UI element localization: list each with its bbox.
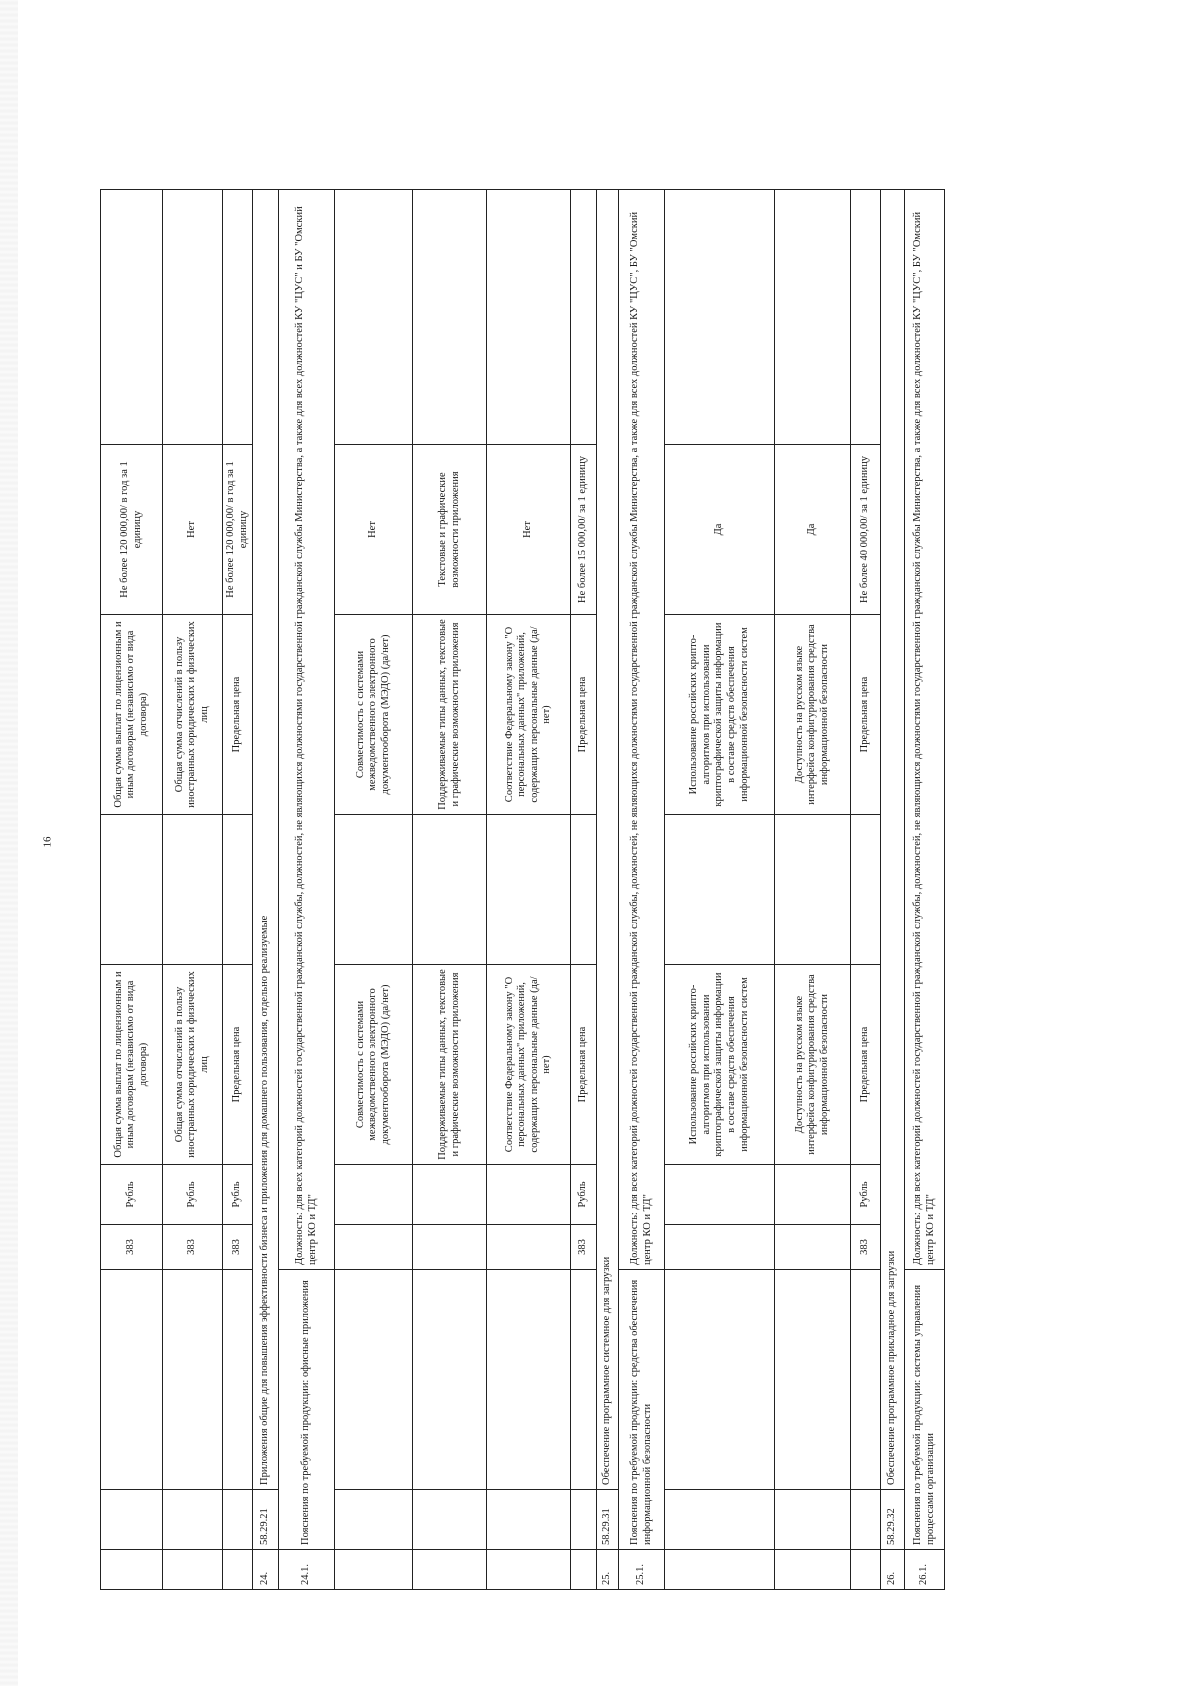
unit-code	[487, 1225, 571, 1270]
okpd-code	[851, 1490, 881, 1550]
table-row	[851, 190, 881, 1590]
explanation	[101, 1270, 163, 1490]
row-number: 24.	[253, 1550, 279, 1590]
row-number: 25.1.	[619, 1550, 665, 1590]
value-approved: Не более 120 000,00/ в год за 1 единицу	[223, 445, 253, 615]
characteristic: Предельная цена	[851, 965, 881, 1165]
note	[223, 190, 253, 445]
characteristic-value	[665, 815, 775, 965]
unit-name	[487, 1165, 571, 1225]
explanation: Пояснения по требуемой продукции: средства обеспечения информационной безопасности	[619, 1270, 665, 1550]
note	[571, 190, 597, 445]
okpd-code	[413, 1490, 487, 1550]
row-number	[775, 1550, 851, 1590]
scan-edge	[0, 0, 18, 1686]
row-number	[163, 1550, 223, 1590]
value-approved: Да	[665, 445, 775, 615]
note	[101, 190, 163, 445]
unit-code: 383	[101, 1225, 163, 1270]
table-row	[487, 190, 571, 1590]
table-row	[619, 190, 665, 1590]
note	[775, 190, 851, 445]
section-title: Приложения общие для повышения эффективности бизнеса и приложения для домашнего пользования, отдельно реализуемые	[253, 190, 279, 1490]
row-number: 25.	[597, 1550, 619, 1590]
rotated-table-wrapper	[100, 190, 960, 1590]
explanation: Пояснения по требуемой продукции: офисные приложения	[279, 1270, 335, 1550]
okpd-code: 58.29.31	[597, 1490, 619, 1550]
okpd-code	[163, 1490, 223, 1550]
position-text: Должность: для всех категорий должностей государственной гражданской службы, должностей, не являющихся должностями государственной гражданской службы Министерства, а также для всех должностей КУ "ЦУС", БУ "Омский центр КО и ТД"	[619, 190, 665, 1270]
section-title: Обеспечение программное прикладное для загрузки	[881, 190, 905, 1490]
unit-name: Рубль	[101, 1165, 163, 1225]
note	[665, 190, 775, 445]
unit-name: Рубль	[163, 1165, 223, 1225]
okpd-code	[101, 1490, 163, 1550]
table-row	[163, 190, 223, 1590]
value-approved: Нет	[487, 445, 571, 615]
unit-name: Рубль	[223, 1165, 253, 1225]
characteristic-value	[335, 815, 413, 965]
table-row	[279, 190, 335, 1590]
unit-code: 383	[163, 1225, 223, 1270]
explanation	[775, 1270, 851, 1490]
okpd-code	[571, 1490, 597, 1550]
explanation	[335, 1270, 413, 1490]
table-row	[571, 190, 597, 1590]
unit-code	[413, 1225, 487, 1270]
value-approved: Нет	[163, 445, 223, 615]
characteristic: Соответствие Федеральному закону "О персональных данных" приложений, содержащих персональные данные (да/нет)	[487, 965, 571, 1165]
table-row	[881, 190, 905, 1590]
characteristic-approved: Доступность на русском языке интерфейса конфигурирования средства информационной безопасности	[775, 615, 851, 815]
unit-name	[335, 1165, 413, 1225]
row-number	[851, 1550, 881, 1590]
unit-code	[335, 1225, 413, 1270]
value-approved: Не более 120 000,00/ в год за 1 единицу	[101, 445, 163, 615]
unit-code: 383	[571, 1225, 597, 1270]
table-row	[665, 190, 775, 1590]
unit-name	[413, 1165, 487, 1225]
characteristic: Предельная цена	[571, 965, 597, 1165]
unit-code: 383	[851, 1225, 881, 1270]
explanation	[571, 1270, 597, 1490]
unit-code	[775, 1225, 851, 1270]
unit-code: 383	[223, 1225, 253, 1270]
characteristic-approved: Поддерживаемые типы данных, текстовые и графические возможности приложения	[413, 615, 487, 815]
explanation	[163, 1270, 223, 1490]
characteristic-value	[851, 815, 881, 965]
note	[335, 190, 413, 445]
value-approved: Не более 40 000,00/ за 1 единицу	[851, 445, 881, 615]
characteristic: Использование российских крипто-алгоритмов при использовании криптографической защиты информации в составе средств обеспечения информационной безопасности систем	[665, 965, 775, 1165]
unit-name: Рубль	[571, 1165, 597, 1225]
value-approved: Да	[775, 445, 851, 615]
row-number	[487, 1550, 571, 1590]
characteristic-approved: Предельная цена	[571, 615, 597, 815]
table-row	[335, 190, 413, 1590]
characteristic-approved: Предельная цена	[223, 615, 253, 815]
page-number: 16	[41, 836, 54, 848]
row-number	[223, 1550, 253, 1590]
table-row	[101, 190, 163, 1590]
position-text: Должность: для всех категорий должностей государственной гражданской службы, должностей, не являющихся должностями государственной гражданской службы Министерства, а также для всех должностей КУ "ЦУС" и БУ "Омский центр КО и ТД"	[279, 190, 335, 1270]
characteristic: Доступность на русском языке интерфейса конфигурирования средства информационной безопасности	[775, 965, 851, 1165]
characteristic-value	[487, 815, 571, 965]
characteristic-approved: Общая сумма выплат по лицензионным и иным договорам (независимо от вида договора)	[101, 615, 163, 815]
table-body	[101, 190, 945, 1590]
characteristic-value	[413, 815, 487, 965]
value-approved: Не более 15 000,00/ за 1 единицу	[571, 445, 597, 615]
requirements-table	[100, 189, 945, 1590]
unit-name: Рубль	[851, 1165, 881, 1225]
table-row	[905, 190, 945, 1590]
section-title: Обеспечение программное системное для загрузки	[597, 190, 619, 1490]
row-number	[413, 1550, 487, 1590]
explanation	[487, 1270, 571, 1490]
okpd-code	[223, 1490, 253, 1550]
characteristic-value	[223, 815, 253, 965]
table-row	[253, 190, 279, 1590]
characteristic: Предельная цена	[223, 965, 253, 1165]
okpd-code	[487, 1490, 571, 1550]
characteristic: Поддерживаемые типы данных, текстовые и графические возможности приложения	[413, 965, 487, 1165]
explanation: Пояснения по требуемой продукции: системы управления процессами организации	[905, 1270, 945, 1550]
characteristic-approved: Соответствие Федеральному закону "О персональных данных" приложений, содержащих персональные данные (да/нет)	[487, 615, 571, 815]
row-number	[665, 1550, 775, 1590]
explanation	[665, 1270, 775, 1490]
table-row	[597, 190, 619, 1590]
position-text: Должность: для всех категорий должностей государственной гражданской службы, должностей, не являющихся должностями государственной гражданской службы Министерства, а также для всех должностей КУ "ЦУС", БУ "Омский центр КО и ТД"	[905, 190, 945, 1270]
characteristic: Общая сумма выплат по лицензионным и иным договорам (независимо от вида договора)	[101, 965, 163, 1165]
characteristic-value	[571, 815, 597, 965]
table-row	[223, 190, 253, 1590]
characteristic-approved: Совместимость с системами межведомственного электронного документооборота (МЭДО) (да/нет)	[335, 615, 413, 815]
row-number: 26.1.	[905, 1550, 945, 1590]
characteristic-value	[775, 815, 851, 965]
unit-name	[775, 1165, 851, 1225]
explanation	[851, 1270, 881, 1490]
unit-code	[665, 1225, 775, 1270]
value-approved: Нет	[335, 445, 413, 615]
characteristic: Общая сумма отчислений в пользу иностранных юридических и физических лиц	[163, 965, 223, 1165]
row-number: 26.	[881, 1550, 905, 1590]
characteristic-approved: Общая сумма отчислений в пользу иностранных юридических и физических лиц	[163, 615, 223, 815]
note	[413, 190, 487, 445]
characteristic-approved: Предельная цена	[851, 615, 881, 815]
characteristic: Совместимость с системами межведомственного электронного документооборота (МЭДО) (да/нет)	[335, 965, 413, 1165]
explanation	[223, 1270, 253, 1490]
note	[851, 190, 881, 445]
unit-name	[665, 1165, 775, 1225]
table-row	[775, 190, 851, 1590]
row-number	[101, 1550, 163, 1590]
okpd-code: 58.29.32	[881, 1490, 905, 1550]
row-number: 24.1.	[279, 1550, 335, 1590]
characteristic-value	[163, 815, 223, 965]
okpd-code	[335, 1490, 413, 1550]
note	[487, 190, 571, 445]
row-number	[571, 1550, 597, 1590]
characteristic-approved: Использование российских крипто-алгоритмов при использовании криптографической защиты информации в составе средств обеспечения информационной безопасности систем	[665, 615, 775, 815]
okpd-code	[665, 1490, 775, 1550]
okpd-code: 58.29.21	[253, 1490, 279, 1550]
note	[163, 190, 223, 445]
explanation	[413, 1270, 487, 1490]
okpd-code	[775, 1490, 851, 1550]
table-row	[413, 190, 487, 1590]
characteristic-value	[101, 815, 163, 965]
value-approved: Текстовые и графические возможности приложения	[413, 445, 487, 615]
row-number	[335, 1550, 413, 1590]
